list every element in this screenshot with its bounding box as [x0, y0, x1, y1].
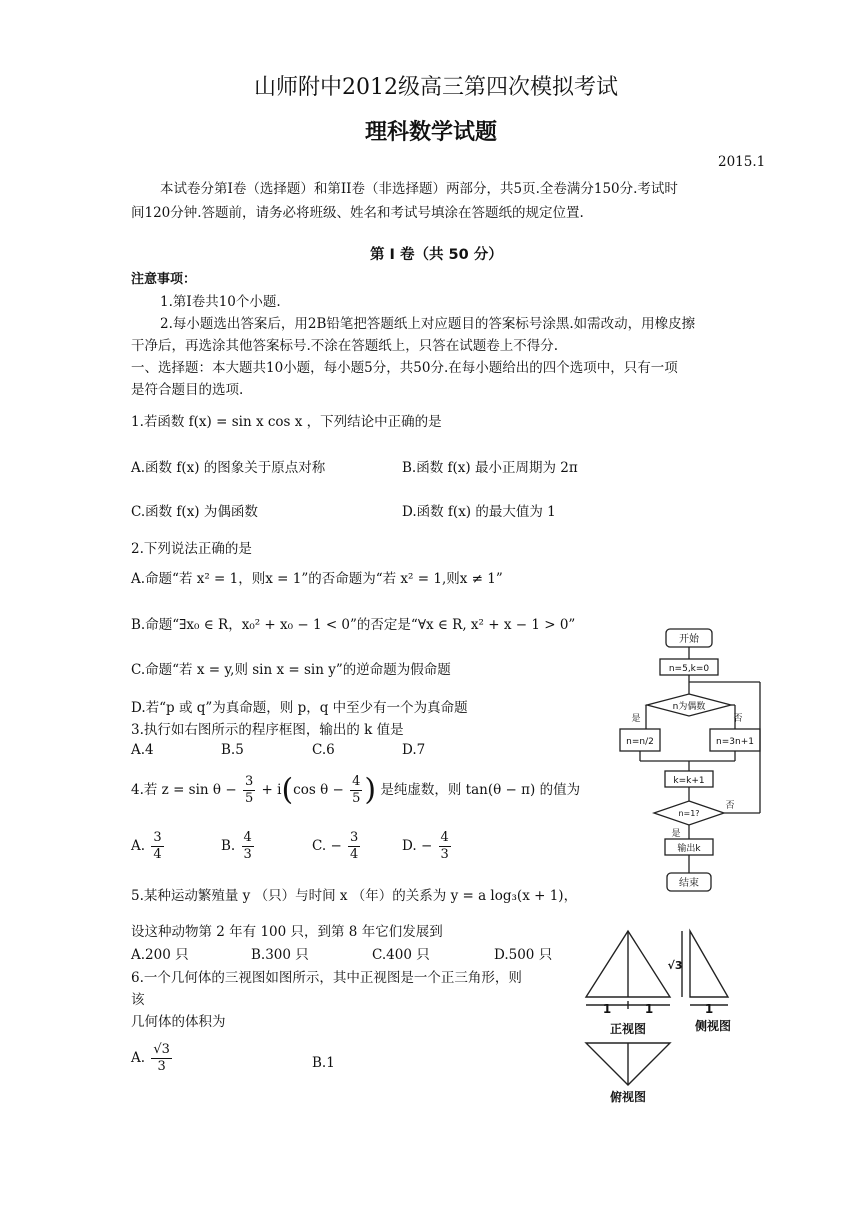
- q2-option-a: A.命题“若 x² = 1，则x = 1”的否命题为“若 x² = 1,则x ≠ 1”: [131, 571, 503, 587]
- q6-a-num: √3: [153, 1042, 170, 1057]
- flow-init-text: n=5,k=0: [668, 664, 710, 674]
- q4-frac1-num: 3: [244, 774, 254, 789]
- q3-option-c: C.6: [312, 742, 335, 758]
- q4-frac1-den: 5: [244, 791, 254, 806]
- flow-yes2-text: 是: [671, 829, 681, 839]
- q4-stem-mid2: cos θ −: [293, 782, 344, 798]
- q6-a-label: A.: [131, 1050, 146, 1066]
- q4-b-num: 4: [243, 830, 252, 845]
- dim-label-sqrt3: √3: [667, 959, 683, 972]
- flow-odd-text: n=3n+1: [716, 737, 754, 747]
- exam-date: 2015.1: [718, 154, 766, 170]
- q3-stem: 3.执行如右图所示的程序框图，输出的 k 值是: [131, 722, 404, 738]
- flow-no1-text: 否: [733, 714, 743, 724]
- flow-output-text: 输出k: [677, 844, 701, 854]
- q1-option-d: D.函数 f(x) 的最大值为 1: [402, 504, 556, 520]
- q4-c-sign: −: [330, 838, 342, 854]
- note-1: 1.第I卷共10个小题.: [160, 294, 281, 310]
- q4-option-c: [312, 830, 362, 863]
- q2-stem: 2.下列说法正确的是: [131, 541, 252, 557]
- q6-option-a: [131, 1042, 174, 1075]
- q1-option-b: B.函数 f(x) 最小正周期为 2π: [402, 460, 578, 476]
- q6-stem-line-2: 该: [131, 992, 145, 1008]
- q4-d-num: 4: [440, 830, 449, 845]
- q4-frac2-den: 5: [352, 791, 361, 806]
- q2-option-b: B.命题“∃x₀ ∈ R，x₀² + x₀ − 1 < 0”的否定是“∀x ∈ R, x² + x − 1 > 0”: [131, 617, 576, 633]
- flow-cond1-text: n为偶数: [672, 702, 706, 712]
- q5-option-c: C.400 只: [372, 947, 430, 963]
- flow-end-text: 结束: [679, 878, 699, 889]
- q4-right-paren: ): [364, 772, 377, 808]
- flow-no2-text: 否: [725, 801, 735, 811]
- q4-stem-mid1: + i: [261, 782, 282, 798]
- q5-option-b: B.300 只: [251, 947, 309, 963]
- q5-option-d: D.500 只: [494, 947, 553, 963]
- q6-stem-line-3: 几何体的体积为: [131, 1014, 226, 1030]
- three-views-diagram: [578, 925, 770, 1105]
- q4-fraction-1: [243, 774, 255, 807]
- q4-frac2-num: 4: [352, 774, 361, 789]
- q1-option-c: C.函数 f(x) 为偶函数: [131, 504, 258, 520]
- q6-a-den: 3: [157, 1059, 166, 1074]
- intro-line-1: 本试卷分第I卷（选择题）和第II卷（非选择题）两部分，共5页.全卷满分150分.考试时: [160, 181, 678, 197]
- q4-option-d: [402, 830, 453, 863]
- q1-option-a: A.函数 f(x) 的图象关于原点对称: [131, 460, 326, 476]
- side-view-triangle: [690, 931, 728, 997]
- q4-c-den: 4: [350, 847, 359, 862]
- dim-label-1b: 1: [644, 1002, 654, 1016]
- q4-a-num: 3: [153, 830, 162, 845]
- dim-label-1a: 1: [602, 1002, 612, 1016]
- q4-b-den: 3: [243, 847, 252, 862]
- q4-b-label: B.: [221, 838, 236, 854]
- top-view-label: 俯视图: [609, 1090, 647, 1104]
- flow-yes1-text: 是: [631, 714, 641, 724]
- exam-title: 山师附中2012级高三第四次模拟考试: [254, 75, 618, 100]
- q3-option-a: A.4: [131, 742, 154, 758]
- part-1-line-2: 是符合题目的选项.: [131, 382, 244, 398]
- intro-line-2: 间120分钟.答题前，请务必将班级、姓名和考试号填涂在答题纸的规定位置.: [131, 205, 584, 221]
- dim-label-1c: 1: [704, 1002, 714, 1016]
- q4-c-num: 3: [350, 830, 359, 845]
- section-title: 第 I 卷（共 50 分）: [370, 247, 503, 263]
- q4-fraction-2: [350, 774, 362, 807]
- q6-stem-line-1: 6.一个几何体的三视图如图所示，其中正视图是一个正三角形，则: [131, 970, 522, 986]
- q5-stem-line-1: 5.某种运动繁殖量 y （只）与时间 x （年）的关系为 y = a log₃(x + 1)，: [131, 888, 578, 904]
- q4-option-b: [221, 830, 256, 863]
- q4-d-label: D.: [402, 838, 417, 854]
- front-view-label: 正视图: [609, 1022, 647, 1036]
- q4-left-paren: (: [281, 772, 294, 808]
- q4-d-sign: −: [420, 838, 433, 854]
- q4-stem: [131, 770, 580, 811]
- q6-option-b: B.1: [312, 1055, 335, 1071]
- note-2-line-1: 2.每小题选出答案后，用2B铅笔把答题纸上对应题目的答案标号涂黑.如需改动，用橡皮擦: [160, 316, 696, 332]
- part-1-line-1: 一、选择题：本大题共10小题，每小题5分，共50分.在每小题给出的四个选项中，只有一项: [131, 360, 678, 376]
- flow-cond2-text: n=1?: [678, 809, 700, 818]
- q2-option-d: D.若“p 或 q”为真命题，则 p，q 中至少有一个为真命题: [131, 700, 468, 716]
- q3-option-d: D.7: [402, 742, 426, 758]
- flow-even-text: n=n/2: [626, 737, 654, 747]
- q5-option-a: A.200 只: [131, 947, 189, 963]
- q4-option-a: [131, 830, 166, 863]
- flow-start-text: 开始: [679, 634, 699, 645]
- q3-option-b: B.5: [221, 742, 244, 758]
- q4-d-den: 3: [440, 847, 449, 862]
- q4-stem-pre: 4.若 z = sin θ −: [131, 782, 237, 798]
- q4-a-den: 4: [153, 847, 162, 862]
- q2-option-c: C.命题“若 x = y,则 sin x = sin y”的逆命题为假命题: [131, 662, 451, 678]
- q5-stem-line-2: 设这种动物第 2 年有 100 只，到第 8 年它们发展到: [131, 924, 443, 940]
- q4-stem-post: 是纯虚数，则 tan(θ − π) 的值为: [380, 782, 581, 798]
- side-view-label: 侧视图: [694, 1019, 732, 1033]
- notes-heading: 注意事项：: [131, 272, 197, 287]
- flow-inc-text: k=k+1: [673, 776, 705, 786]
- note-2-line-2: 干净后，再选涂其他答案标号.不涂在答题纸上，只答在试题卷上不得分.: [131, 338, 559, 354]
- flowchart-diagram: [610, 625, 770, 900]
- q4-c-label: C.: [312, 838, 327, 854]
- q4-a-label: A.: [131, 838, 146, 854]
- exam-subtitle: 理科数学试题: [365, 120, 498, 145]
- q1-stem: 1.若函数 f(x) = sin x cos x ，下列结论中正确的是: [131, 414, 442, 430]
